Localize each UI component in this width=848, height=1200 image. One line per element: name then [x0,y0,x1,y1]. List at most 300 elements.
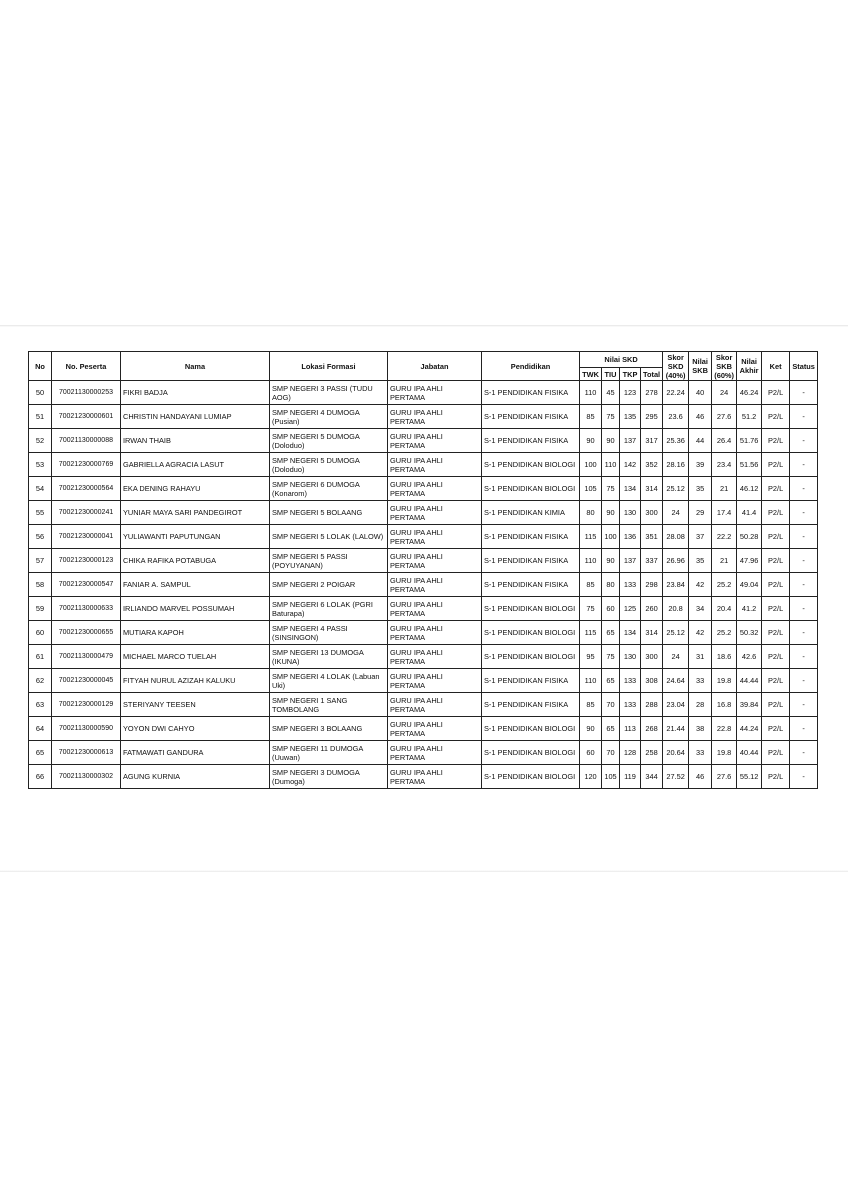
cell-tiu: 70 [602,741,620,765]
table-row [29,717,818,741]
table-row [29,645,818,669]
cell-skor-skd: 27.52 [663,765,689,789]
cell-total: 314 [641,477,663,501]
header-pendidikan: Pendidikan [482,352,580,381]
cell-total: 308 [641,669,663,693]
cell-ket: P2/L [762,717,790,741]
cell-skor-skd: 20.8 [663,597,689,621]
cell-skor-skb: 25.2 [712,573,737,597]
cell-lokasi: SMP NEGERI 5 DUMOGA (Doloduo) [270,453,388,477]
header-skor-skb-line3: (60%) [714,370,734,380]
header-nilai-skd: Nilai SKD [580,352,663,368]
cell-total: 288 [641,693,663,717]
cell-jabatan: GURU IPA AHLI PERTAMA [388,645,482,669]
cell-nilai-akhir: 51.76 [737,429,762,453]
cell-no: 57 [29,549,52,573]
cell-skor-skb: 26.4 [712,429,737,453]
table-row [29,765,818,789]
results-table [28,351,818,789]
cell-peserta: 70021230000769 [52,453,121,477]
cell-nilai-akhir: 55.12 [737,765,762,789]
header-nilai-akhir [737,352,762,381]
cell-nilai-skb: 35 [689,477,712,501]
cell-nilai-skb: 33 [689,669,712,693]
table-row [29,453,818,477]
cell-ket: P2/L [762,381,790,405]
cell-peserta: 70021230000547 [52,573,121,597]
cell-pendidikan: S-1 PENDIDIKAN FISIKA [482,405,580,429]
cell-nilai-akhir: 42.6 [737,645,762,669]
cell-twk: 85 [580,693,602,717]
results-table-container [28,351,818,789]
cell-nilai-skb: 42 [689,621,712,645]
cell-status: - [790,621,818,645]
header-ket: Ket [762,352,790,381]
cell-skor-skd: 28.16 [663,453,689,477]
cell-tiu: 65 [602,717,620,741]
cell-tiu: 90 [602,549,620,573]
cell-total: 314 [641,621,663,645]
cell-no: 60 [29,621,52,645]
cell-nama: FIKRI BADJA [121,381,270,405]
cell-nama: IRWAN THAIB [121,429,270,453]
cell-skor-skd: 25.12 [663,621,689,645]
header-nilai-akhir-line2: Akhir [739,366,759,375]
cell-peserta: 70021130000479 [52,645,121,669]
table-row [29,693,818,717]
cell-skor-skd: 23.6 [663,405,689,429]
cell-nilai-skb: 39 [689,453,712,477]
cell-pendidikan: S-1 PENDIDIKAN BIOLOGI [482,621,580,645]
cell-nama: STERIYANY TEESEN [121,693,270,717]
cell-total: 337 [641,549,663,573]
cell-no: 53 [29,453,52,477]
cell-skor-skb: 22.8 [712,717,737,741]
header-no: No [29,352,52,381]
cell-jabatan: GURU IPA AHLI PERTAMA [388,381,482,405]
cell-jabatan: GURU IPA AHLI PERTAMA [388,693,482,717]
cell-ket: P2/L [762,525,790,549]
cell-ket: P2/L [762,453,790,477]
cell-twk: 100 [580,453,602,477]
cell-skor-skd: 23.84 [663,573,689,597]
cell-pendidikan: S-1 PENDIDIKAN BIOLOGI [482,765,580,789]
cell-skor-skd: 28.08 [663,525,689,549]
cell-nilai-akhir: 47.96 [737,549,762,573]
cell-nilai-akhir: 51.2 [737,405,762,429]
cell-total: 298 [641,573,663,597]
cell-no: 51 [29,405,52,429]
cell-jabatan: GURU IPA AHLI PERTAMA [388,717,482,741]
cell-tkp: 137 [620,549,641,573]
cell-jabatan: GURU IPA AHLI PERTAMA [388,597,482,621]
cell-pendidikan: S-1 PENDIDIKAN FISIKA [482,429,580,453]
cell-nama: YULIAWANTI PAPUTUNGAN [121,525,270,549]
cell-lokasi: SMP NEGERI 4 DUMOGA (Pusian) [270,405,388,429]
cell-status: - [790,477,818,501]
cell-twk: 85 [580,573,602,597]
cell-peserta: 70021230000655 [52,621,121,645]
cell-no: 58 [29,573,52,597]
cell-nilai-skb: 34 [689,597,712,621]
header-tiu: TIU [602,368,620,381]
cell-total: 278 [641,381,663,405]
cell-pendidikan: S-1 PENDIDIKAN BIOLOGI [482,597,580,621]
cell-tiu: 75 [602,405,620,429]
cell-no: 65 [29,741,52,765]
cell-skor-skb: 27.6 [712,405,737,429]
header-jabatan: Jabatan [388,352,482,381]
cell-skor-skb: 19.8 [712,741,737,765]
cell-jabatan: GURU IPA AHLI PERTAMA [388,765,482,789]
cell-skor-skd: 25.12 [663,477,689,501]
cell-pendidikan: S-1 PENDIDIKAN FISIKA [482,573,580,597]
cell-tiu: 60 [602,597,620,621]
cell-lokasi: SMP NEGERI 6 LOLAK (PGRI Baturapa) [270,597,388,621]
cell-nama: CHIKA RAFIKA POTABUGA [121,549,270,573]
header-skor-skd-line1: Skor [667,352,684,362]
cell-skor-skd: 24 [663,645,689,669]
cell-nama: AGUNG KURNIA [121,765,270,789]
header-peserta: No. Peserta [52,352,121,381]
cell-skor-skb: 20.4 [712,597,737,621]
table-row [29,381,818,405]
cell-tkp: 113 [620,717,641,741]
cell-nilai-akhir: 44.44 [737,669,762,693]
cell-ket: P2/L [762,597,790,621]
cell-nilai-skb: 33 [689,741,712,765]
cell-jabatan: GURU IPA AHLI PERTAMA [388,429,482,453]
header-total: Total [641,368,663,381]
cell-pendidikan: S-1 PENDIDIKAN FISIKA [482,525,580,549]
table-row [29,501,818,525]
cell-skor-skd: 22.24 [663,381,689,405]
cell-no: 55 [29,501,52,525]
cell-tiu: 70 [602,693,620,717]
cell-nama: MUTIARA KAPOH [121,621,270,645]
cell-tiu: 65 [602,669,620,693]
cell-lokasi: SMP NEGERI 5 PASSI (POYUYANAN) [270,549,388,573]
cell-twk: 75 [580,597,602,621]
cell-total: 300 [641,501,663,525]
cell-tiu: 110 [602,453,620,477]
cell-ket: P2/L [762,573,790,597]
cell-tkp: 133 [620,693,641,717]
header-skor-skd-line3: (40%) [665,370,686,380]
cell-pendidikan: S-1 PENDIDIKAN BIOLOGI [482,717,580,741]
cell-status: - [790,573,818,597]
cell-nilai-akhir: 41.4 [737,501,762,525]
cell-lokasi: SMP NEGERI 4 PASSI (SINSINGON) [270,621,388,645]
cell-skor-skd: 24 [663,501,689,525]
cell-lokasi: SMP NEGERI 13 DUMOGA (IKUNA) [270,645,388,669]
cell-tkp: 125 [620,597,641,621]
cell-tiu: 65 [602,621,620,645]
cell-nilai-skb: 38 [689,717,712,741]
cell-nilai-akhir: 51.56 [737,453,762,477]
cell-nilai-akhir: 46.12 [737,477,762,501]
header-nilai-akhir-line1: Nilai [741,357,757,366]
cell-skor-skb: 17.4 [712,501,737,525]
cell-peserta: 70021130000302 [52,765,121,789]
cell-nilai-akhir: 44.24 [737,717,762,741]
cell-ket: P2/L [762,693,790,717]
cell-tiu: 90 [602,501,620,525]
table-row [29,621,818,645]
header-nama: Nama [121,352,270,381]
header-skor-skb-line1: Skor [715,352,733,362]
cell-nama: YUNIAR MAYA SARI PANDEGIROT [121,501,270,525]
cell-skor-skb: 25.2 [712,621,737,645]
cell-nilai-akhir: 49.04 [737,573,762,597]
cell-nilai-akhir: 50.28 [737,525,762,549]
cell-lokasi: SMP NEGERI 5 LOLAK (LALOW) [270,525,388,549]
header-skor-skb [712,352,737,381]
cell-twk: 110 [580,381,602,405]
cell-twk: 105 [580,477,602,501]
table-row [29,549,818,573]
cell-status: - [790,741,818,765]
table-row [29,525,818,549]
cell-lokasi: SMP NEGERI 3 BOLAANG [270,717,388,741]
cell-peserta: 70021130000253 [52,381,121,405]
cell-skor-skb: 19.8 [712,669,737,693]
cell-lokasi: SMP NEGERI 6 DUMOGA (Konarom) [270,477,388,501]
cell-lokasi: SMP NEGERI 5 BOLAANG [270,501,388,525]
cell-ket: P2/L [762,645,790,669]
cell-lokasi: SMP NEGERI 5 DUMOGA (Doloduo) [270,429,388,453]
cell-pendidikan: S-1 PENDIDIKAN FISIKA [482,381,580,405]
cell-jabatan: GURU IPA AHLI PERTAMA [388,501,482,525]
table-row [29,429,818,453]
cell-lokasi: SMP NEGERI 3 PASSI (TUDU AOG) [270,381,388,405]
cell-twk: 90 [580,429,602,453]
cell-tkp: 136 [620,525,641,549]
cell-nilai-skb: 28 [689,693,712,717]
cell-skor-skb: 18.6 [712,645,737,669]
cell-status: - [790,693,818,717]
cell-ket: P2/L [762,501,790,525]
cell-jabatan: GURU IPA AHLI PERTAMA [388,405,482,429]
header-skor-skb-line2: SKB [716,361,732,371]
cell-pendidikan: S-1 PENDIDIKAN FISIKA [482,693,580,717]
cell-jabatan: GURU IPA AHLI PERTAMA [388,453,482,477]
cell-lokasi: SMP NEGERI 2 POIGAR [270,573,388,597]
cell-peserta: 70021230000041 [52,525,121,549]
cell-nama: MICHAEL MARCO TUELAH [121,645,270,669]
cell-tkp: 134 [620,477,641,501]
cell-twk: 120 [580,765,602,789]
cell-twk: 115 [580,621,602,645]
cell-lokasi: SMP NEGERI 4 LOLAK (Labuan Uki) [270,669,388,693]
cell-status: - [790,405,818,429]
cell-nilai-skb: 35 [689,549,712,573]
cell-nilai-akhir: 46.24 [737,381,762,405]
cell-skor-skd: 21.44 [663,717,689,741]
cell-nilai-skb: 44 [689,429,712,453]
header-nilai-skb [689,352,712,381]
table-row [29,741,818,765]
cell-tkp: 133 [620,573,641,597]
cell-peserta: 70021230000045 [52,669,121,693]
cell-nilai-akhir: 40.44 [737,741,762,765]
cell-twk: 80 [580,501,602,525]
cell-nilai-skb: 46 [689,405,712,429]
cell-pendidikan: S-1 PENDIDIKAN FISIKA [482,549,580,573]
cell-no: 63 [29,693,52,717]
cell-peserta: 70021230000564 [52,477,121,501]
cell-jabatan: GURU IPA AHLI PERTAMA [388,621,482,645]
cell-ket: P2/L [762,429,790,453]
cell-no: 59 [29,597,52,621]
cell-peserta: 70021130000088 [52,429,121,453]
cell-skor-skb: 24 [712,381,737,405]
cell-jabatan: GURU IPA AHLI PERTAMA [388,669,482,693]
cell-twk: 95 [580,645,602,669]
cell-nilai-akhir: 39.84 [737,693,762,717]
cell-tkp: 123 [620,381,641,405]
cell-peserta: 70021230000123 [52,549,121,573]
cell-no: 62 [29,669,52,693]
cell-pendidikan: S-1 PENDIDIKAN BIOLOGI [482,645,580,669]
header-tkp: TKP [620,368,641,381]
cell-nilai-akhir: 41.2 [737,597,762,621]
cell-jabatan: GURU IPA AHLI PERTAMA [388,741,482,765]
table-row [29,597,818,621]
cell-ket: P2/L [762,549,790,573]
header-nilai-skb-line2: SKB [692,366,708,375]
cell-nama: YOYON DWI CAHYO [121,717,270,741]
cell-total: 300 [641,645,663,669]
cell-ket: P2/L [762,765,790,789]
cell-twk: 110 [580,669,602,693]
cell-total: 258 [641,741,663,765]
cell-tkp: 142 [620,453,641,477]
cell-lokasi: SMP NEGERI 11 DUMOGA (Uuwan) [270,741,388,765]
cell-nama: FITYAH NURUL AZIZAH KALUKU [121,669,270,693]
header-skor-skd-line2: SKD [667,361,684,371]
cell-status: - [790,597,818,621]
cell-peserta: 70021230000613 [52,741,121,765]
cell-pendidikan: S-1 PENDIDIKAN KIMIA [482,501,580,525]
cell-no: 64 [29,717,52,741]
cell-no: 54 [29,477,52,501]
cell-status: - [790,549,818,573]
cell-status: - [790,381,818,405]
cell-no: 61 [29,645,52,669]
cell-tiu: 75 [602,477,620,501]
header-skor-skd [663,352,689,381]
cell-skor-skb: 21 [712,477,737,501]
cell-ket: P2/L [762,621,790,645]
cell-skor-skb: 27.6 [712,765,737,789]
cell-peserta: 70021130000633 [52,597,121,621]
cell-nama: GABRIELLA AGRACIA LASUT [121,453,270,477]
cell-tkp: 119 [620,765,641,789]
cell-tkp: 134 [620,621,641,645]
cell-status: - [790,765,818,789]
cell-tkp: 135 [620,405,641,429]
cell-tiu: 45 [602,381,620,405]
cell-nama: IRLIANDO MARVEL POSSUMAH [121,597,270,621]
cell-nilai-skb: 37 [689,525,712,549]
cell-ket: P2/L [762,669,790,693]
cell-pendidikan: S-1 PENDIDIKAN BIOLOGI [482,477,580,501]
header-twk: TWK [580,368,602,381]
cell-skor-skb: 16.8 [712,693,737,717]
cell-status: - [790,525,818,549]
cell-tiu: 80 [602,573,620,597]
cell-peserta: 70021230000129 [52,693,121,717]
cell-no: 52 [29,429,52,453]
cell-status: - [790,501,818,525]
table-row [29,405,818,429]
cell-tkp: 130 [620,501,641,525]
cell-tkp: 128 [620,741,641,765]
header-nilai-skb-line1: Nilai [692,357,708,366]
cell-nama: EKA DENING RAHAYU [121,477,270,501]
cell-jabatan: GURU IPA AHLI PERTAMA [388,525,482,549]
cell-nilai-skb: 42 [689,573,712,597]
cell-tiu: 100 [602,525,620,549]
cell-status: - [790,669,818,693]
header-lokasi: Lokasi Formasi [270,352,388,381]
cell-status: - [790,429,818,453]
cell-no: 66 [29,765,52,789]
cell-ket: P2/L [762,477,790,501]
cell-nama: FATMAWATI GANDURA [121,741,270,765]
cell-pendidikan: S-1 PENDIDIKAN BIOLOGI [482,741,580,765]
cell-total: 351 [641,525,663,549]
cell-skor-skd: 20.64 [663,741,689,765]
table-row [29,669,818,693]
cell-jabatan: GURU IPA AHLI PERTAMA [388,573,482,597]
cell-pendidikan: S-1 PENDIDIKAN BIOLOGI [482,453,580,477]
cell-twk: 85 [580,405,602,429]
cell-status: - [790,645,818,669]
cell-skor-skd: 25.36 [663,429,689,453]
table-row [29,477,818,501]
cell-twk: 115 [580,525,602,549]
cell-status: - [790,453,818,477]
cell-nilai-akhir: 50.32 [737,621,762,645]
cell-tiu: 90 [602,429,620,453]
cell-jabatan: GURU IPA AHLI PERTAMA [388,549,482,573]
cell-nama: CHRISTIN HANDAYANI LUMIAP [121,405,270,429]
cell-lokasi: SMP NEGERI 1 SANG TOMBOLANG [270,693,388,717]
cell-total: 268 [641,717,663,741]
cell-skor-skd: 26.96 [663,549,689,573]
page-edge-bottom [0,870,848,872]
cell-nilai-skb: 40 [689,381,712,405]
cell-peserta: 70021130000590 [52,717,121,741]
cell-skor-skd: 24.64 [663,669,689,693]
cell-status: - [790,717,818,741]
cell-skor-skb: 22.2 [712,525,737,549]
cell-twk: 60 [580,741,602,765]
page-edge-top [0,325,848,327]
cell-tiu: 75 [602,645,620,669]
cell-nilai-skb: 29 [689,501,712,525]
cell-nilai-skb: 31 [689,645,712,669]
cell-twk: 90 [580,717,602,741]
cell-no: 50 [29,381,52,405]
cell-pendidikan: S-1 PENDIDIKAN FISIKA [482,669,580,693]
cell-skor-skb: 23.4 [712,453,737,477]
cell-tkp: 130 [620,645,641,669]
cell-peserta: 70021230000601 [52,405,121,429]
cell-total: 260 [641,597,663,621]
